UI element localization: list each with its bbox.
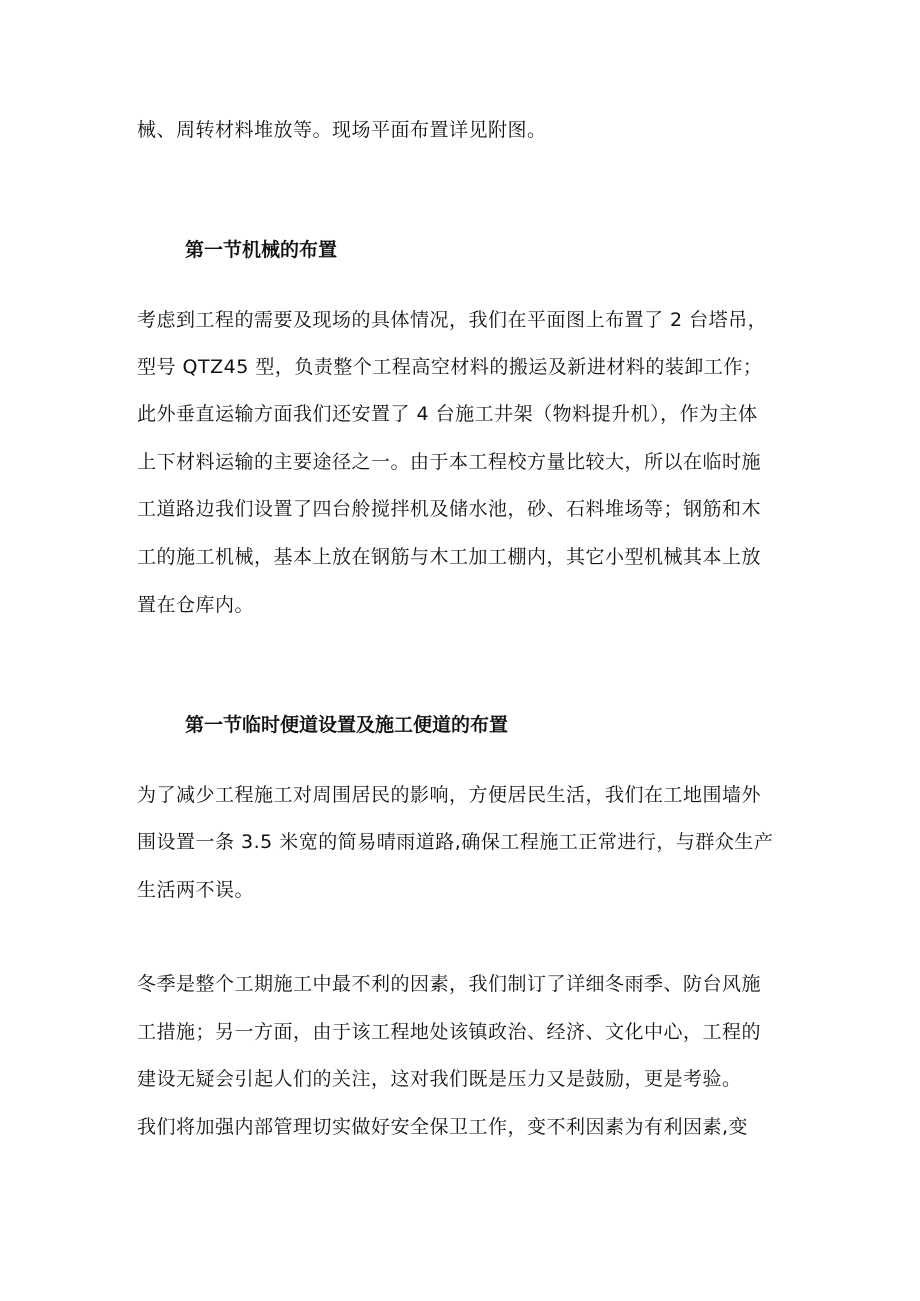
body-text-line: 型号 QTZ45 型，负责整个工程高空材料的搬运及新进材料的装卸工作； <box>137 356 763 378</box>
body-text-line: 工措施；另一方面，由于该工程地处该镇政治、经济、文化中心，工程的 <box>137 1021 762 1043</box>
intro-text-line: 械、周转材料堆放等。现场平面布置详见附图。 <box>137 119 547 141</box>
body-text-line: 考虑到工程的需要及现场的具体情况，我们在平面图上布置了 2 台塔吊， <box>137 309 768 331</box>
body-text-line: 置在仓库内。 <box>137 594 255 616</box>
body-text-line: 我们将加强内部管理切实做好安全保卫工作，变不利因素为有利因素,变 <box>137 1116 749 1138</box>
body-text-line: 冬季是整个工期施工中最不利的因素，我们制订了详细冬雨季、防台风施 <box>137 973 762 995</box>
section-heading-machinery: 第一节机械的布置 <box>185 239 338 261</box>
section-heading-access-roads: 第一节临时便道设置及施工便道的布置 <box>185 714 509 736</box>
body-text-line: 为了减少工程施工对周围居民的影响，方便居民生活，我们在工地围墙外 <box>137 784 762 806</box>
body-text-line: 工道路边我们设置了四台舲搅拌机及储水池，砂、石料堆场等；钢筋和木 <box>137 498 762 520</box>
body-text-line: 建设无疑会引起人们的关注，这对我们既是压力又是鼓励，更是考验。 <box>137 1068 742 1090</box>
body-text-line: 生活两不误。 <box>137 879 255 901</box>
body-text-line: 此外垂直运输方面我们还安置了 4 台施工井架（物料提升机），作为主体 <box>137 403 758 425</box>
body-text-line: 上下材料运输的主要途径之一。由于本工程校方量比较大，所以在临时施 <box>137 451 762 473</box>
body-text-line: 工的施工机械，基本上放在钢筋与木工加工棚内，其它小型机械其本上放 <box>137 546 762 568</box>
body-text-line: 围设置一条 3.5 米宽的简易晴雨道路,确保工程施工正常进行，与群众生产 <box>137 831 774 853</box>
